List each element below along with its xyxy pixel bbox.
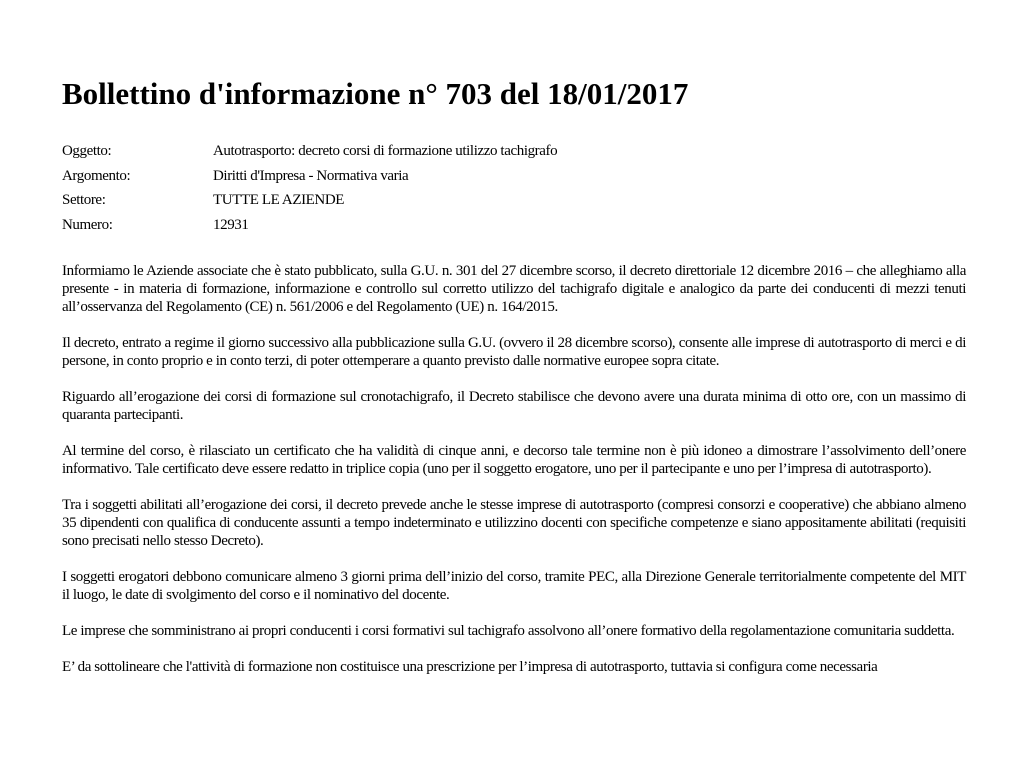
metadata-row-oggetto	[62, 139, 557, 164]
metadata-row-numero	[62, 213, 557, 238]
metadata-label: Argomento:	[62, 167, 131, 184]
metadata-label: Settore:	[62, 192, 106, 208]
metadata-row-settore	[62, 188, 557, 213]
article-body	[62, 262, 966, 694]
paragraph: Al termine del corso, è rilasciato un certificato che ha validità di cinque anni, e decorso tale termine non è più idoneo a dimostrare l’assolvimento dell’onere informativo. Tale certificato deve essere redatto in triplice copia (uno per il soggetto erogatore, uno per il partecipante e uno per l’impresa di autotrasporto).	[62, 443, 966, 477]
page-title: Bollettino d'informazione n° 703 del 18/01/2017	[62, 76, 689, 111]
paragraph: Tra i soggetti abilitati all’erogazione dei corsi, il decreto prevede anche le stesse imprese di autotrasporto (compresi consorzi e cooperative) che abbiano almeno 35 dipendenti con qualifica di conducente assunti a tempo indeterminato e utilizzino docenti con specifiche competenze e siano appositamente abilitati (requisiti sono precisati nello stesso Decreto).	[62, 497, 966, 549]
metadata-table	[62, 139, 557, 237]
paragraph: Le imprese che somministrano ai propri conducenti i corsi formativi sul tachigrafo assolvono all’onere formativo della regolamentazione comunitaria suddetta.	[62, 623, 955, 639]
paragraph: Informiamo le Aziende associate che è stato pubblicato, sulla G.U. n. 301 del 27 dicembre scorso, il decreto direttoriale 12 dicembre 2016 – che alleghiamo alla presente - in materia di formazione, informazione e controllo sul corretto utilizzo del tachigrafo digitale e analogico da parte dei conducenti di mezzi tenuti all’osservanza del Regolamento (CE) n. 561/2006 e del Regolamento (UE) n. 164/2015.	[62, 263, 966, 315]
paragraph: E’ da sottolineare che l'attività di formazione non costituisce una prescrizione per l’impresa di autotrasporto, tuttavia si configura come necessaria	[62, 659, 878, 675]
paragraph: I soggetti erogatori debbono comunicare almeno 3 giorni prima dell’inizio del corso, tramite PEC, alla Direzione Generale territorialmente competente del MIT il luogo, le date di svolgimento del corso e il nominativo del docente.	[62, 569, 966, 603]
metadata-row-argomento	[62, 164, 557, 189]
metadata-value: Autotrasporto: decreto corsi di formazione utilizzo tachigrafo	[213, 143, 558, 159]
metadata-value: TUTTE LE AZIENDE	[213, 192, 345, 208]
paragraph: Il decreto, entrato a regime il giorno successivo alla pubblicazione sulla G.U. (ovvero il 28 dicembre scorso), consente alle imprese di autotrasporto di merci e di persone, in conto proprio e in conto terzi, di poter ottemperare a quanto previsto dalle normative europee sopra citate.	[62, 335, 966, 369]
metadata-label: Numero:	[62, 216, 113, 233]
metadata-value: Diritti d'Impresa - Normativa varia	[213, 167, 409, 184]
paragraph: Riguardo all’erogazione dei corsi di formazione sul cronotachigrafo, il Decreto stabilisce che devono avere una durata minima di otto ore, con un massimo di quaranta partecipanti.	[62, 389, 966, 423]
metadata-label: Oggetto:	[62, 143, 112, 159]
metadata-value: 12931	[213, 216, 249, 233]
